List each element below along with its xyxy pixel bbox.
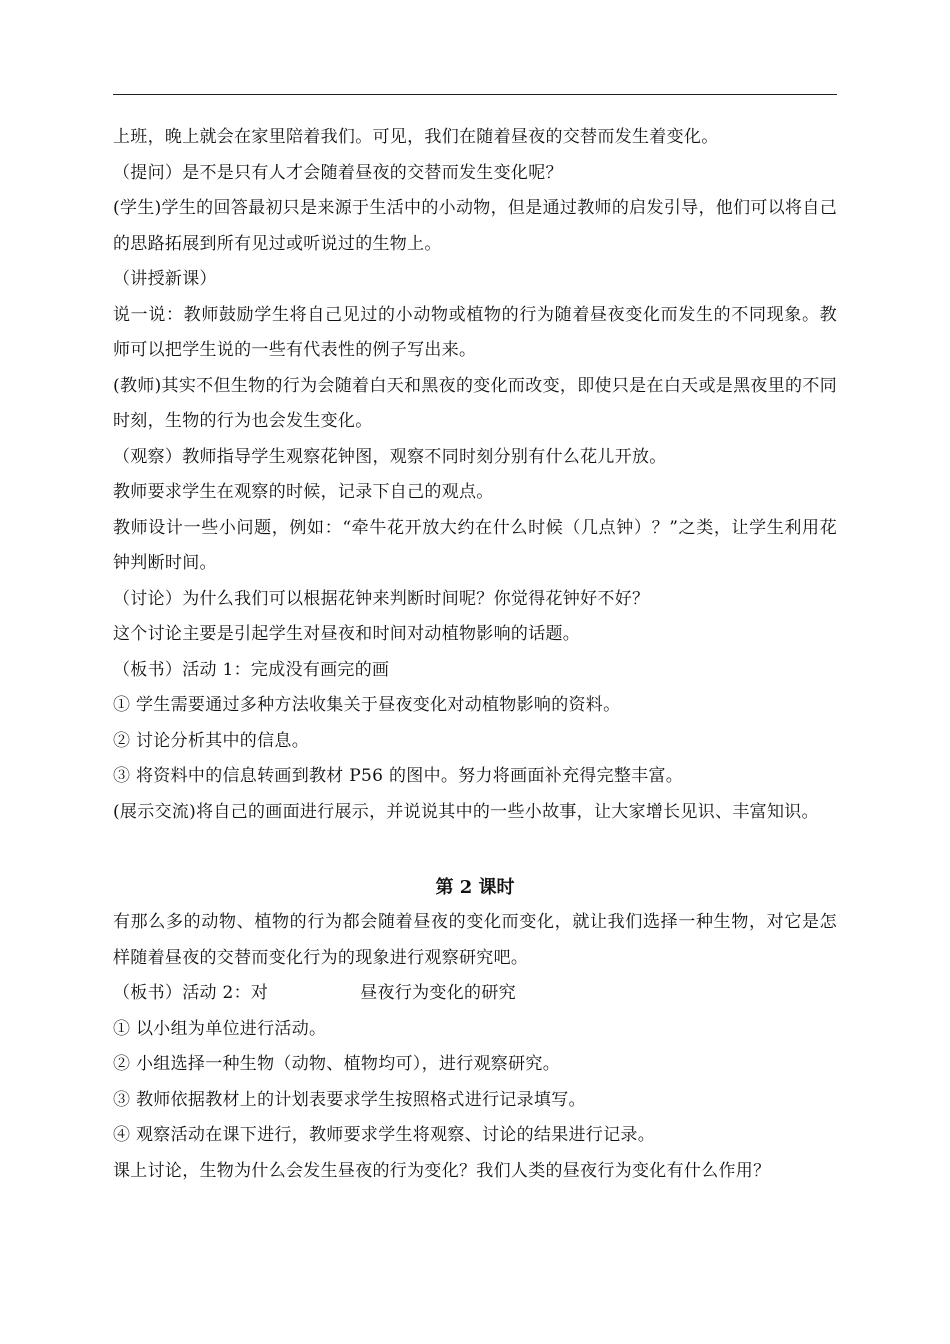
document-body — [113, 120, 837, 1189]
activity-prefix: （板书）活动 2：对 — [113, 983, 269, 1003]
paragraph: （讨论）为什么我们可以根据花钟来判断时间呢？你觉得花钟好不好？ — [113, 588, 650, 609]
list-item: ① 以小组为单位进行活动。 — [113, 1018, 327, 1039]
paragraph: （板书）活动 1：完成没有画完的画 — [113, 659, 390, 680]
paragraph: （提问）是不是只有人才会随着昼夜的交替而发生变化呢？ — [113, 162, 563, 183]
list-item: ② 讨论分析其中的信息。 — [113, 730, 310, 751]
list-item: ④ 观察活动在课下进行，教师要求学生将观察、讨论的结果进行记录。 — [113, 1125, 656, 1145]
paragraph: 有那么多的动物、植物的行为都会随着昼夜的变化而变化，就让我们选择一种生物，对它是怎样随着昼夜的交替而变化行为的现象进行观察研究吧。 — [113, 912, 837, 968]
list-item: ② 小组选择一种生物（动物、植物均可），进行观察研究。 — [113, 1054, 561, 1074]
paragraph: 上班，晚上就会在家里陪着我们。可见，我们在随着昼夜的交替而发生着变化。 — [113, 127, 719, 147]
paragraph: 教师要求学生在观察的时候，记录下自己的观点。 — [113, 482, 494, 502]
paragraph: (展示交流)将自己的画面进行展示，并说说其中的一些小故事，让大家增长见识、丰富知识。 — [113, 801, 819, 822]
list-item: ③ 教师依据教材上的计划表要求学生按照格式进行记录填写。 — [113, 1089, 586, 1110]
paragraph: 说一说：教师鼓励学生将自己见过的小动物或植物的行为随着昼夜变化而发生的不同现象。教师可以把学生说的一些有代表性的例子写出来。 — [113, 304, 837, 360]
paragraph: 教师设计一些小问题，例如：“牵牛花开放大约在什么时候（几点钟）？”之类，让学生利用花钟判断时间。 — [113, 517, 837, 573]
paragraph: （观察）教师指导学生观察花钟图，观察不同时刻分别有什么花儿开放。 — [113, 446, 667, 467]
activity-line — [113, 976, 837, 1012]
lesson-heading: 第 2 课时 — [435, 877, 515, 898]
list-item: ① 学生需要通过多种方法收集关于昼夜变化对动植物影响的资料。 — [113, 695, 621, 715]
activity-suffix: 昼夜行为变化的研究 — [360, 983, 516, 1003]
paragraph: 课上讨论，生物为什么会发生昼夜的行为变化？我们人类的昼夜行为变化有什么作用？ — [113, 1160, 771, 1181]
paragraph: （讲授新课） — [113, 269, 217, 289]
list-item: ③ 将资料中的信息转画到教材 P56 的图中。努力将画面补充得完整丰富。 — [113, 766, 684, 786]
header-rule — [113, 94, 837, 95]
paragraph: 这个讨论主要是引起学生对昼夜和时间对动植物影响的话题。 — [113, 624, 581, 644]
paragraph: (教师)其实不但生物的行为会随着白天和黑夜的变化而改变，即使只是在白天或是黑夜里的不同时刻，生物的行为也会发生变化。 — [113, 375, 837, 431]
paragraph: (学生)学生的回答最初只是来源于生活中的小动物，但是通过教师的启发引导，他们可以将自己的思路拓展到所有见过或听说过的生物上。 — [113, 198, 837, 254]
